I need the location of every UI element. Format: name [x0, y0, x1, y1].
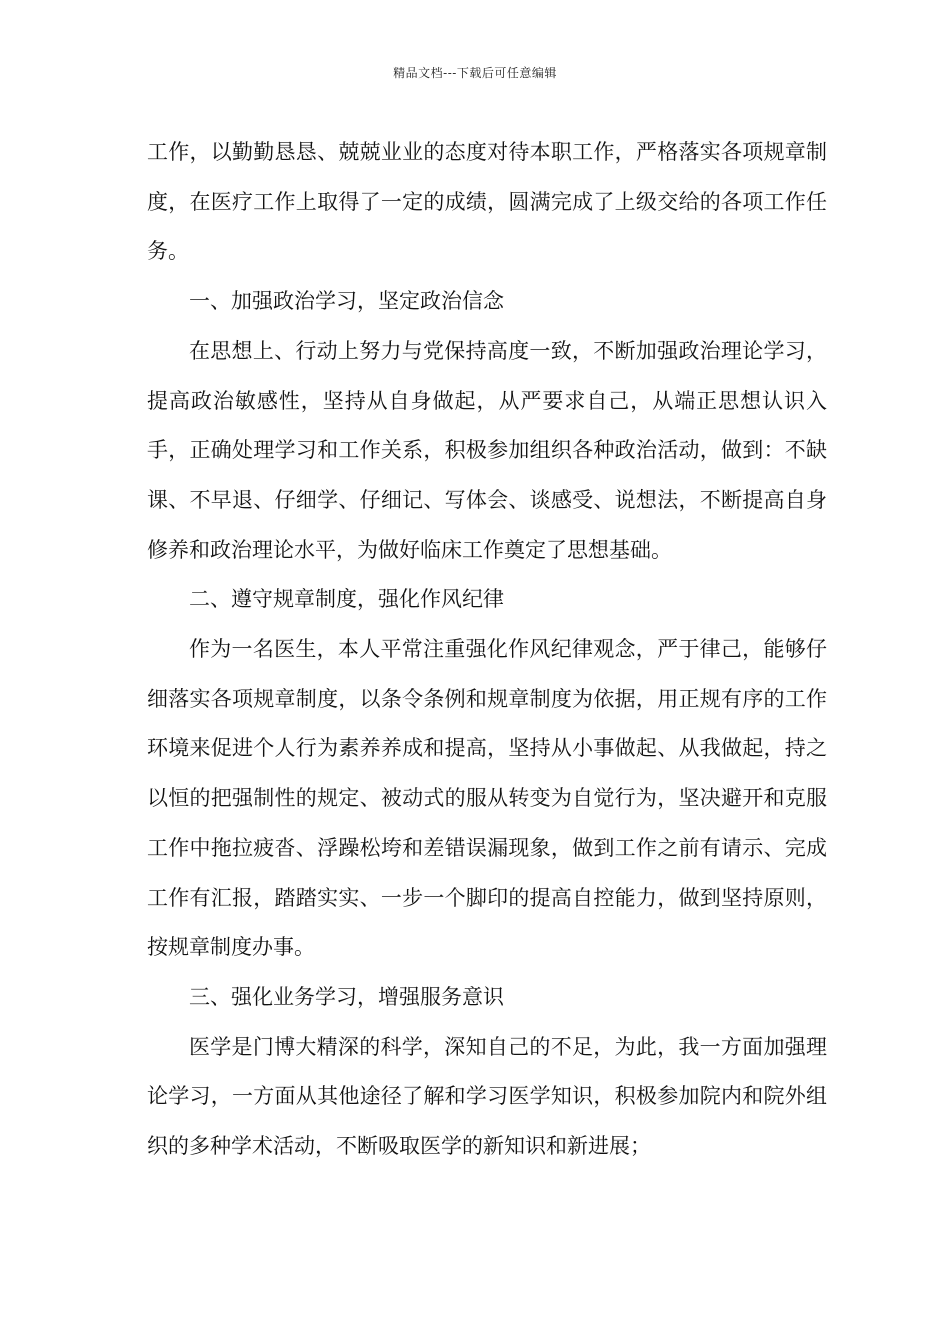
paragraph-section-2: 作为一名医生，本人平常注重强化作风纪律观念，严于律己，能够仔细落实各项规章制度，以条令条例和规章制度为依据，用正规有序的工作环境来促进个人行为素养养成和提高，坚持从小事做起、从我做起，持之以恒的把强制性的规定、被动式的服从转变为自觉行为，坚决避开和克服工作中拖拉疲沓、浮躁松垮和差错误漏现象，做到工作之前有请示、完成工作有汇报，踏踏实实、一步一个脚印的提高自控能力，做到坚持原则，按规章制度办事。	[147, 637, 827, 960]
paragraph-intro: 工作，以勤勤恳恳、兢兢业业的态度对待本职工作，严格落实各项规章制度，在医疗工作上取得了一定的成绩，圆满完成了上级交给的各项工作任务。	[147, 140, 827, 264]
document-body	[147, 128, 827, 1172]
section-heading-1: 一、加强政治学习，坚定政治信念	[189, 289, 504, 314]
page-header: 精品文档---下载后可任意编辑	[393, 66, 557, 80]
section-heading-3: 三、强化业务学习，增强服务意识	[189, 984, 504, 1009]
section-heading-2: 二、遵守规章制度，强化作风纪律	[189, 587, 504, 612]
paragraph-section-1: 在思想上、行动上努力与党保持高度一致，不断加强政治理论学习，提高政治敏感性，坚持从自身做起，从严要求自己，从端正思想认识入手，正确处理学习和工作关系，积极参加组织各种政治活动，做到：不缺课、不早退、仔细学、仔细记、写体会、谈感受、说想法，不断提高自身修养和政治理论水平，为做好临床工作奠定了思想基础。	[147, 338, 827, 562]
paragraph-section-3: 医学是门博大精深的科学，深知自己的不足，为此，我一方面加强理论学习，一方面从其他途径了解和学习医学知识，积极参加院内和院外组织的多种学术活动，不断吸取医学的新知识和新进展；	[147, 1034, 827, 1159]
